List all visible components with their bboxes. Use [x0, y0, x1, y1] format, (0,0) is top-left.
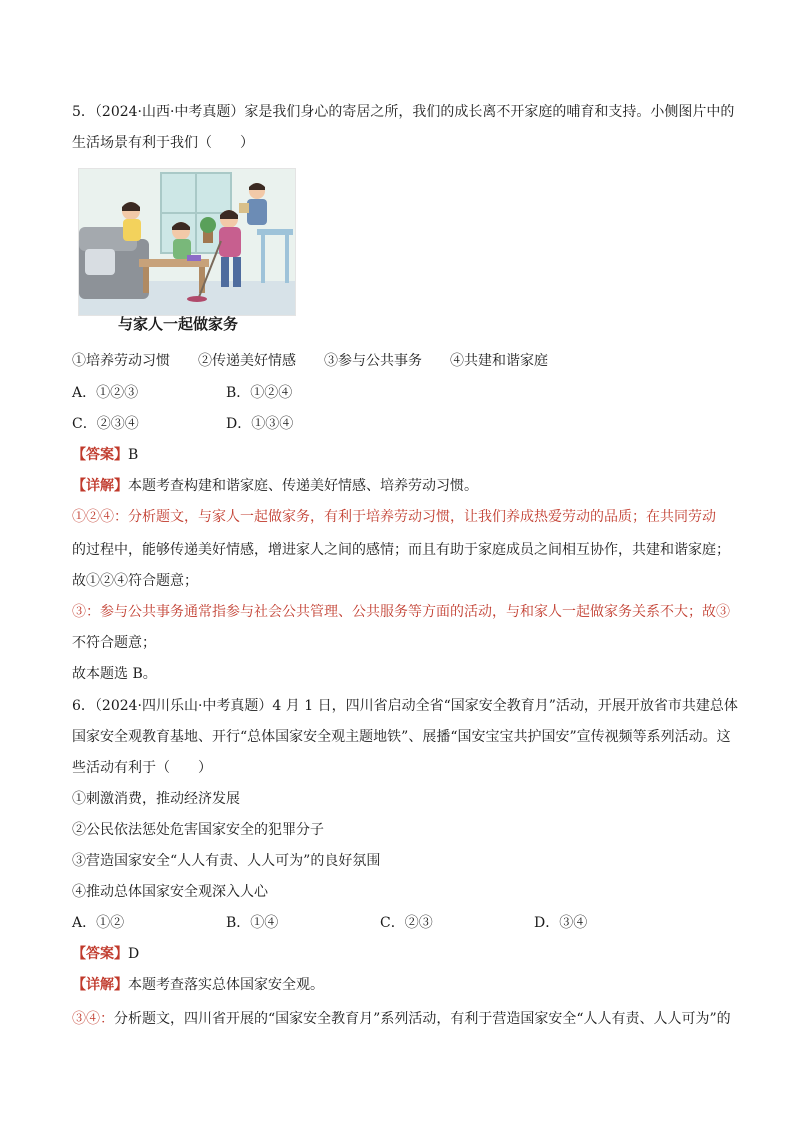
q6-option-b: B．①④: [226, 915, 279, 931]
q5-analysis2-text: ③：参与公共事务通常指参与社会公共管理、公共服务等方面的活动，与和家人一起做家务关系不大；故③: [72, 604, 730, 620]
q6-option-a: A．①②: [72, 915, 125, 931]
q5-analysis1-line2: 的过程中，能够传递美好情感，增进家人之间的感情；而且有助于家庭成员之间相互协作，共建和谐家庭；: [72, 542, 730, 558]
q5-option-a: A．①②③: [72, 385, 139, 401]
q5-illustration: [78, 168, 296, 316]
q6-analysis1-text: 分析题文，四川省开展的“国家安全教育月”系列活动，有利于营造国家安全“人人有责、人人可为”的: [114, 1011, 731, 1027]
q6-stem-line3: 些活动有利于（ ）: [72, 760, 212, 776]
q6-option-d: D．③④: [534, 915, 588, 931]
q5-analysis2-line1: [72, 602, 730, 622]
q5-statements: ①培养劳动习惯 ②传递美好情感 ③参与公共事务 ④共建和谐家庭: [72, 353, 548, 369]
q5-analysis1-line3: 故①②④符合题意；: [72, 573, 198, 589]
q6-detail-label: 【详解】: [72, 977, 128, 993]
q6-answer-label: 【答案】: [72, 946, 128, 962]
q6-statement-2: ②公民依法惩处危害国家安全的犯罪分子: [72, 822, 324, 838]
q5-option-d: D．①③④: [226, 416, 294, 432]
q5-stem-line2: 生活场景有利于我们（ ）: [72, 135, 254, 151]
q5-detail-label: 【详解】: [72, 478, 128, 494]
q5-detail: [72, 476, 478, 496]
q6-statement-3: ③营造国家安全“人人有责、人人可为”的良好氛围: [72, 853, 381, 869]
q5-option-c: C．②③④: [72, 416, 139, 432]
q5-analysis1-line1: ①②④：分析题文，与家人一起做家务，有利于培养劳动习惯，让我们养成热爱劳动的品质；在共同劳动: [72, 509, 716, 525]
q5-stem-line1: 5．（2024·山西·中考真题）家是我们身心的寄居之所，我们的成长离不开家庭的哺育和支持。小侧图片中的: [72, 104, 735, 120]
q5-analysis2-line2: 不符合题意；: [72, 635, 156, 651]
q5-answer-label: 【答案】: [72, 447, 128, 463]
q5-detail-text: 本题考查构建和谐家庭、传递美好情感、培养劳动习惯。: [128, 478, 478, 494]
q6-statement-4: ④推动总体国家安全观深入人心: [72, 884, 268, 900]
q6-detail-text: 本题考查落实总体国家安全观。: [128, 977, 324, 993]
q6-option-c: C．②③: [380, 915, 433, 931]
q6-stem-line1: 6．（2024·四川乐山·中考真题）4 月 1 日，四川省启动全省“国家安全教育月”活动，开展开放省市共建总体: [72, 698, 738, 714]
q6-analysis1-line1: [72, 1009, 731, 1029]
q6-answer-value: D: [128, 946, 140, 962]
q5-option-b: B．①②④: [226, 385, 293, 401]
q6-answer: [72, 944, 139, 964]
q5-answer: [72, 445, 138, 465]
q6-stem-line2: 国家安全观教育基地、开行“总体国家安全观主题地铁”、展播“国安宝宝共护国安”宣传视频等系列活动。这: [72, 729, 731, 745]
q6-analysis1-marker: ③④：: [72, 1011, 114, 1027]
q5-conclusion: 故本题选 B。: [72, 666, 157, 682]
q5-figure-caption: 与家人一起做家务: [118, 315, 239, 333]
q6-statement-1: ①刺激消费，推动经济发展: [72, 791, 240, 807]
q5-answer-value: B: [128, 447, 139, 463]
q6-detail: [72, 975, 324, 995]
